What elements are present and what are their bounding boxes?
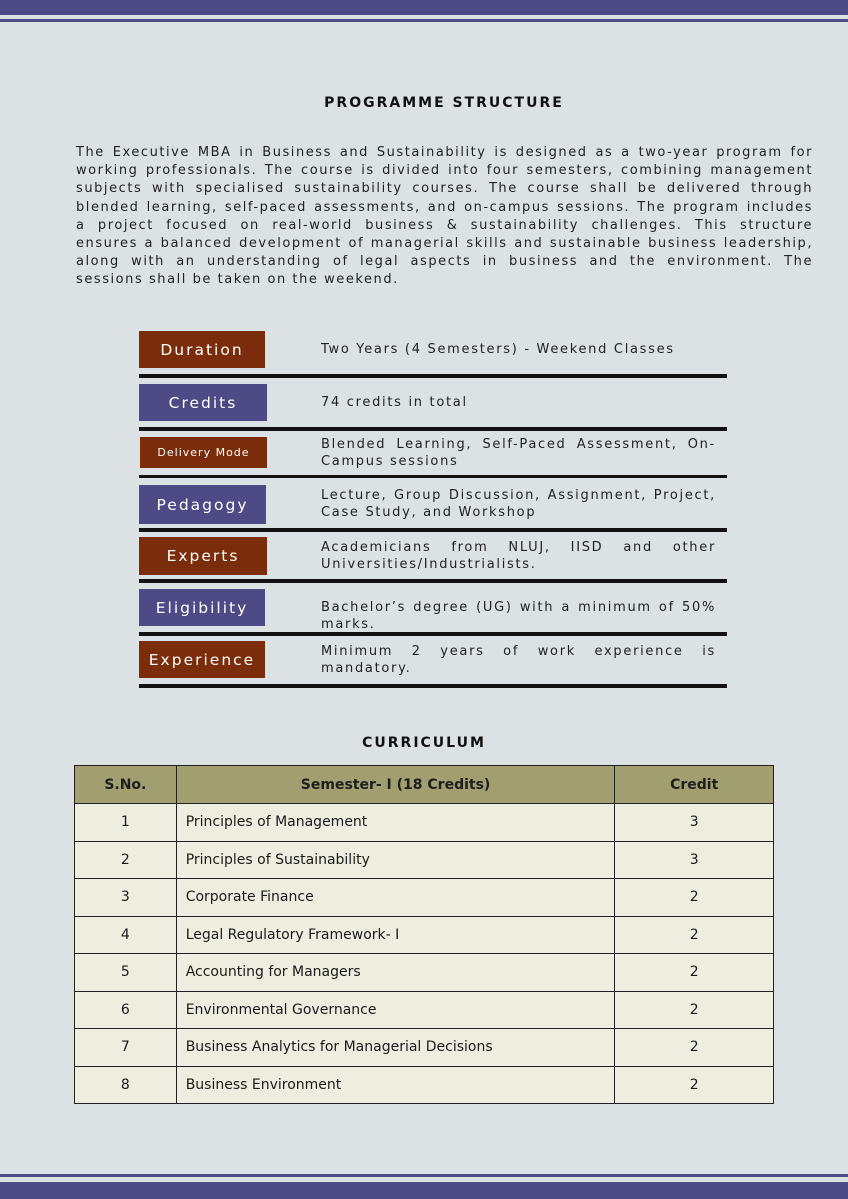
row-sno: 7: [75, 1029, 177, 1067]
row-course: Principles of Management: [176, 804, 615, 842]
table-row: [75, 841, 774, 879]
row-sno: 2: [75, 841, 177, 879]
row-credit: 2: [615, 991, 774, 1029]
row-credit: 2: [615, 1029, 774, 1067]
table-row: [75, 991, 774, 1029]
experts-label: Experts: [139, 537, 267, 575]
bottom-banner-bar: [0, 1182, 848, 1199]
row-divider: [139, 528, 727, 532]
eligibility-label: Eligibility: [139, 589, 265, 626]
row-divider: [139, 475, 727, 478]
table-header-row: [75, 766, 774, 804]
header-sno: S.No.: [75, 766, 177, 804]
table-row: [75, 954, 774, 992]
curriculum-table: [74, 765, 774, 1104]
top-banner-line: [0, 19, 848, 22]
row-course: Accounting for Managers: [176, 954, 615, 992]
top-banner-bar: [0, 0, 848, 15]
row-credit: 3: [615, 804, 774, 842]
row-divider: [139, 684, 727, 688]
row-divider: [139, 579, 727, 583]
row-course: Principles of Sustainability: [176, 841, 615, 879]
table-row: [75, 1066, 774, 1104]
row-credit: 2: [615, 879, 774, 917]
experience-value: Minimum 2 years of work experience is mandatory.: [321, 644, 716, 676]
table-row: [75, 804, 774, 842]
row-sno: 1: [75, 804, 177, 842]
pedagogy-label: Pedagogy: [139, 485, 266, 524]
row-credit: 2: [615, 1066, 774, 1104]
row-divider: [139, 427, 727, 431]
pedagogy-value: Lecture, Group Discussion, Assignment, Project, Case Study, and Workshop: [321, 488, 716, 520]
row-sno: 8: [75, 1066, 177, 1104]
experts-value: Academicians from NLUJ, IISD and other Universities/Industrialists.: [321, 540, 716, 572]
row-course: Business Environment: [176, 1066, 615, 1104]
delivery-mode-value: Blended Learning, Self-Paced Assessment, On-Campus sessions: [321, 437, 716, 469]
credits-label: Credits: [139, 384, 267, 421]
bottom-banner-line: [0, 1174, 848, 1177]
row-divider: [139, 374, 727, 378]
duration-label: Duration: [139, 331, 265, 368]
row-course: Legal Regulatory Framework- I: [176, 916, 615, 954]
credits-value: 74 credits in total: [321, 395, 468, 410]
row-credit: 2: [615, 916, 774, 954]
duration-value: Two Years (4 Semesters) - Weekend Classes: [321, 342, 675, 357]
row-sno: 6: [75, 991, 177, 1029]
table-row: [75, 916, 774, 954]
row-sno: 4: [75, 916, 177, 954]
eligibility-value: Bachelor’s degree (UG) with a minimum of 50% marks.: [321, 600, 716, 632]
intro-paragraph: The Executive MBA in Business and Sustainability is designed as a two-year program for working professionals. The course is divided into four semesters, combining management subjects with specialised sustainability courses. The course shall be delivered through blended learning, self-paced assessments, and on-campus sessions. The program includes a project focused on real-world business & sustainability challenges. This structure ensures a balanced development of managerial skills and sustainable business leadership, along with an understanding of legal aspects in business and the environment. The sessions shall be taken on the weekend.: [76, 145, 813, 288]
row-credit: 2: [615, 954, 774, 992]
row-sno: 5: [75, 954, 177, 992]
row-course: Business Analytics for Managerial Decisions: [176, 1029, 615, 1067]
row-course: Environmental Governance: [176, 991, 615, 1029]
row-credit: 3: [615, 841, 774, 879]
curriculum-title: CURRICULUM: [362, 735, 486, 751]
row-divider: [139, 632, 727, 636]
row-course: Corporate Finance: [176, 879, 615, 917]
table-row: [75, 879, 774, 917]
header-semester: Semester- I (18 Credits): [176, 766, 615, 804]
experience-label: Experience: [139, 641, 265, 678]
row-sno: 3: [75, 879, 177, 917]
page-title: PROGRAMME STRUCTURE: [324, 95, 564, 111]
delivery-mode-label: Delivery Mode: [140, 437, 267, 468]
header-credit: Credit: [615, 766, 774, 804]
table-row: [75, 1029, 774, 1067]
